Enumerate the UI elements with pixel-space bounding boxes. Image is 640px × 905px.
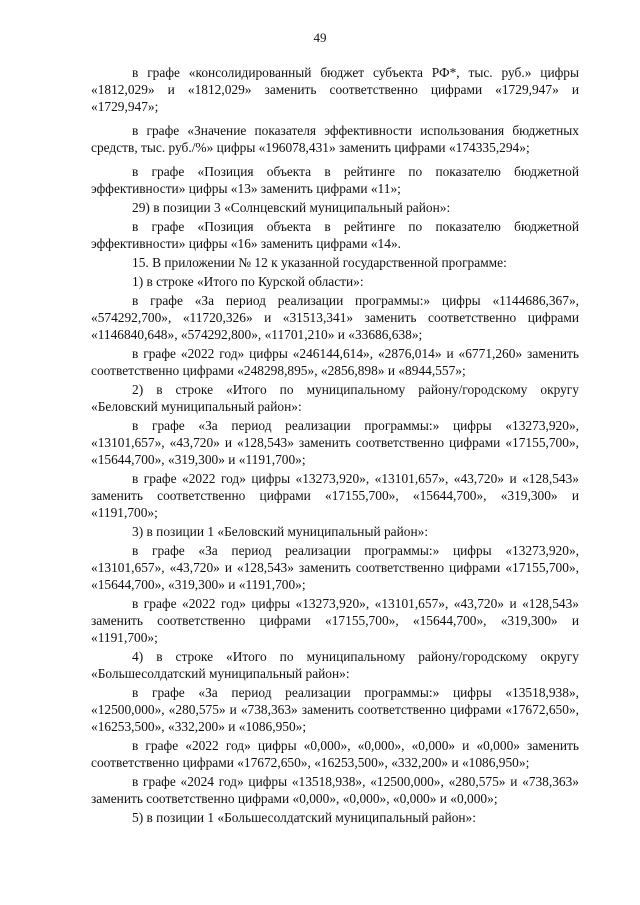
- paragraph: в графе «Позиция объекта в рейтинге по показателю бюджетной эффективности» цифры «13» заменить цифрами «11»;: [91, 164, 579, 196]
- paragraph: 4) в строке «Итого по муниципальному району/городскому округу «Большесолдатский муниципальный район»:: [91, 649, 579, 681]
- paragraph: 3) в позиции 1 «Беловский муниципальный район»:: [132, 524, 429, 539]
- paragraph: в графе «2022 год» цифры «13273,920», «13101,657», «43,720» и «128,543» заменить соответственно цифрами «17155,700», «15644,700», «319,300» и «1191,700»;: [91, 471, 579, 520]
- paragraph: в графе «Позиция объекта в рейтинге по показателю бюджетной эффективности» цифры «16» заменить цифрами «14».: [91, 219, 579, 251]
- paragraph: в графе «За период реализации программы:» цифры «1144686,367», «574292,700», «11720,326» и «31513,341» заменить соответственно цифрами «1146840,648», «574292,800», «11701,210» и «33686,638»;: [91, 293, 579, 342]
- paragraph: в графе «консолидированный бюджет субъекта РФ*, тыс. руб.» цифры «1812,029» и «1812,029» заменить соответственно цифрами «1729,947» и «1729,947»;: [91, 65, 579, 114]
- paragraph: в графе «2022 год» цифры «13273,920», «13101,657», «43,720» и «128,543» заменить соответственно цифрами «17155,700», «15644,700», «319,300» и «1191,700»;: [91, 596, 579, 645]
- paragraph: 2) в строке «Итого по муниципальному району/городскому округу «Беловский муниципальный район»:: [91, 382, 579, 414]
- page-number: 49: [313, 30, 327, 45]
- paragraph: в графе «2024 год» цифры «13518,938», «12500,000», «280,575» и «738,363» заменить соответственно цифрами «0,000», «0,000», «0,000» и «0,000»;: [91, 774, 579, 806]
- paragraph: в графе «За период реализации программы:» цифры «13518,938», «12500,000», «280,575» и «738,363» заменить соответственно цифрами «17672,650», «16253,500», «332,200» и «1086,950»;: [91, 685, 579, 734]
- paragraph: в графе «Значение показателя эффективности использования бюджетных средств, тыс. руб./%» цифры «196078,431» заменить цифрами «174335,294»;: [91, 123, 579, 155]
- paragraph: в графе «За период реализации программы:» цифры «13273,920», «13101,657», «43,720» и «128,543» заменить соответственно цифрами «17155,700», «15644,700», «319,300» и «1191,700»;: [91, 418, 579, 467]
- paragraph: в графе «За период реализации программы:» цифры «13273,920», «13101,657», «43,720» и «128,543» заменить соответственно цифрами «17155,700», «15644,700», «319,300» и «1191,700»;: [91, 543, 579, 592]
- paragraph: в графе «2022 год» цифры «0,000», «0,000», «0,000» и «0,000» заменить соответственно цифрами «17672,650», «16253,500», «332,200» и «1086,950»;: [91, 738, 579, 770]
- paragraph: 5) в позиции 1 «Большесолдатский муниципальный район»:: [132, 810, 476, 825]
- paragraph: в графе «2022 год» цифры «246144,614», «2876,014» и «6771,260» заменить соответственно цифрами «248298,895», «2856,898» и «8944,557»;: [91, 346, 579, 378]
- paragraph: 15. В приложении № 12 к указанной государственной программе:: [132, 255, 507, 270]
- paragraph: 29) в позиции 3 «Солнцевский муниципальный район»:: [132, 200, 451, 215]
- document-body: [91, 64, 579, 828]
- paragraph: 1) в строке «Итого по Курской области»:: [132, 274, 364, 289]
